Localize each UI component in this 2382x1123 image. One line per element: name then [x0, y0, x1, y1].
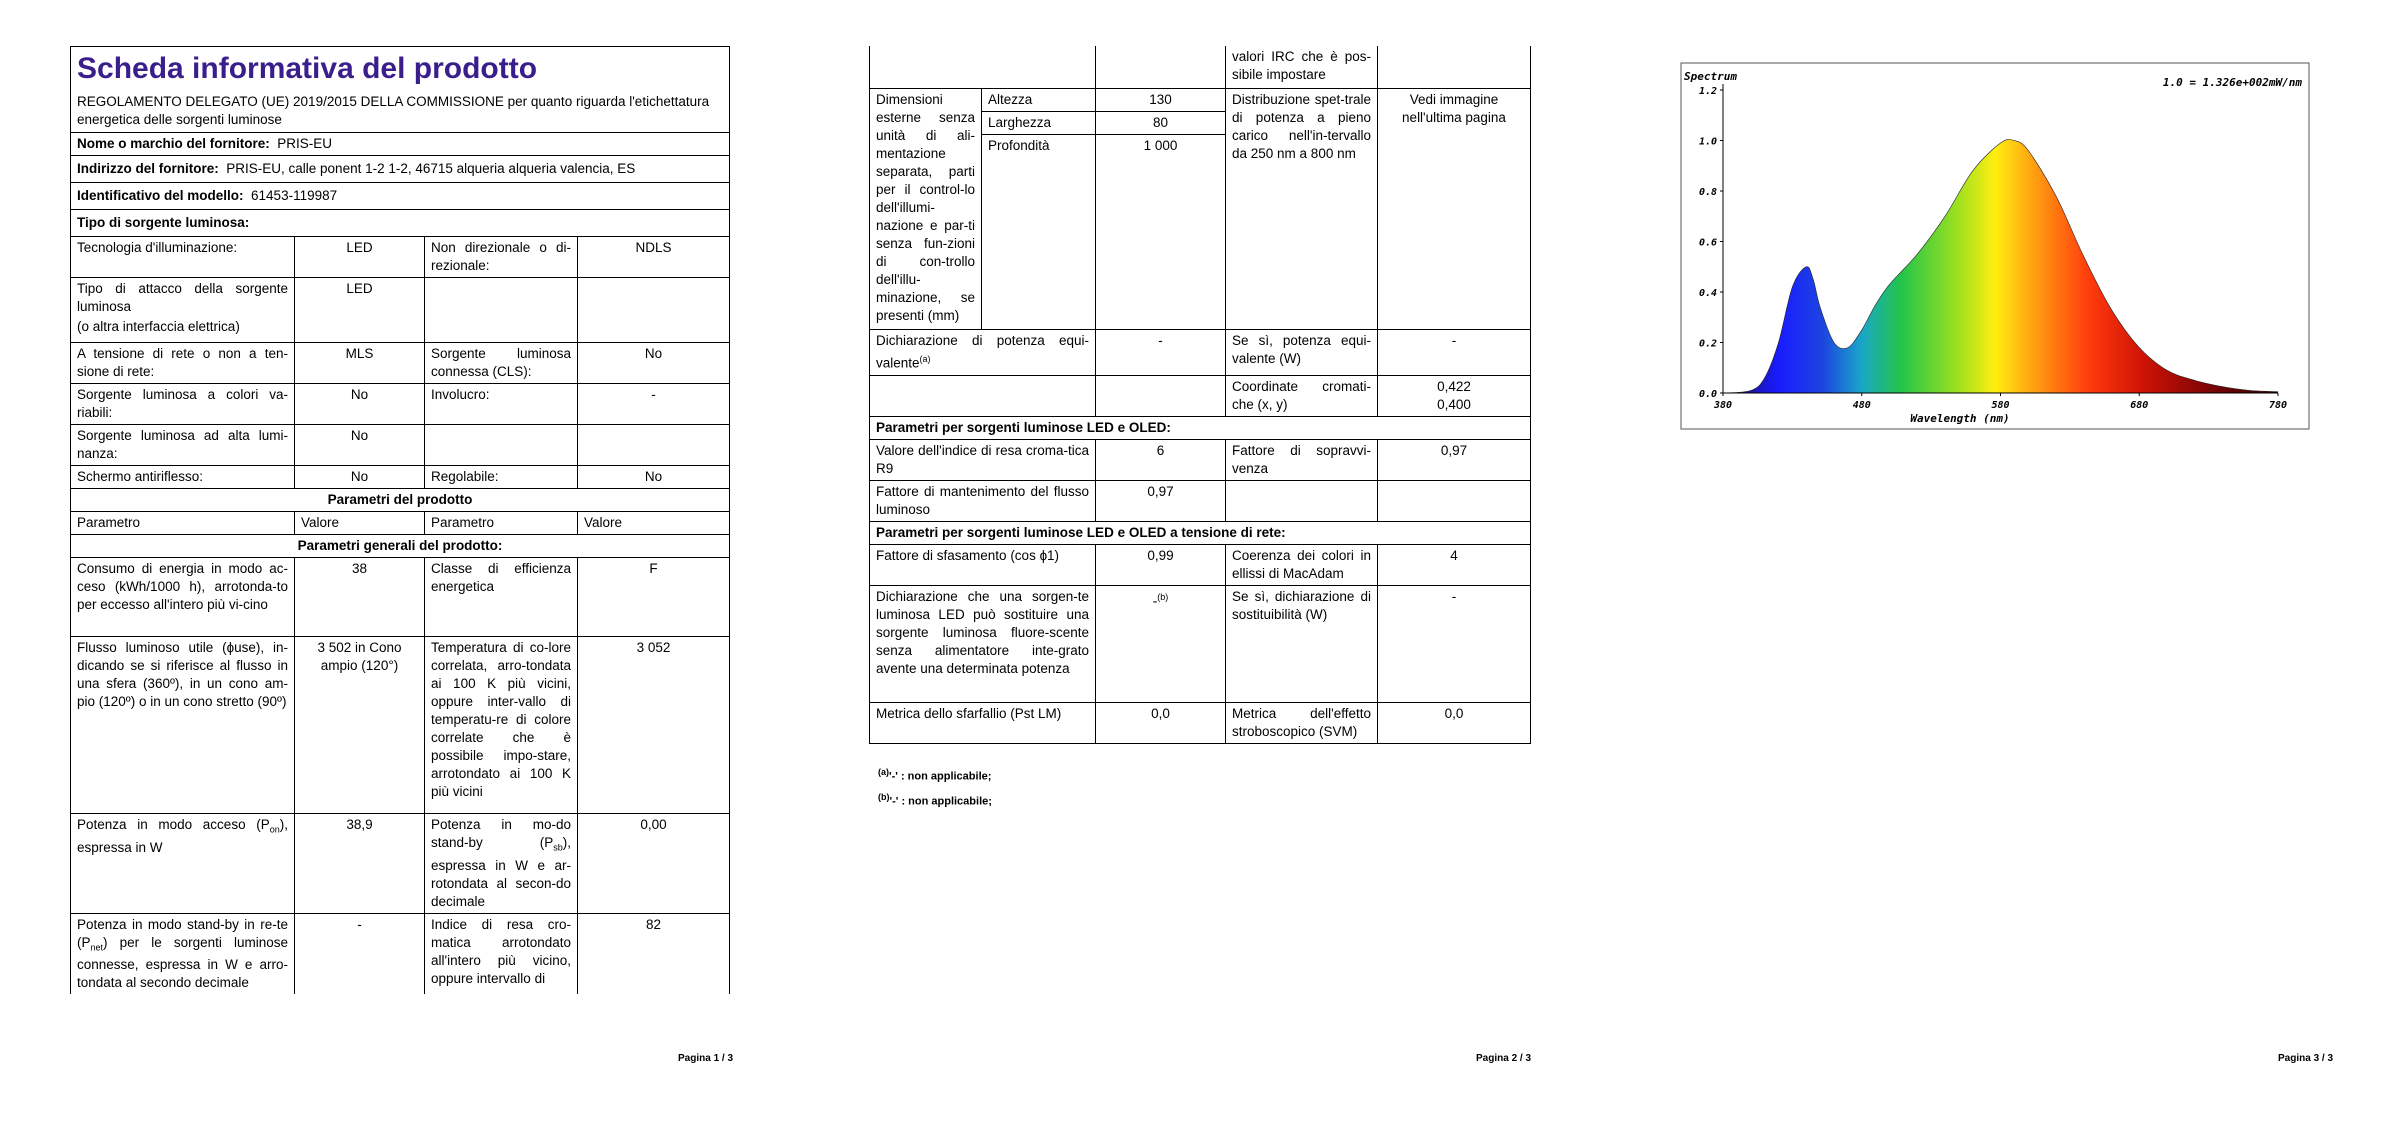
table-row [870, 330, 1531, 376]
dim-name: Profondità [982, 135, 1096, 330]
general-params-header: Parametri generali del prodotto: [71, 535, 730, 558]
led-params-header: Parametri per sorgenti luminose LED e OLED: [870, 416, 1531, 439]
replace-value: -$^{(b)}$ [1096, 585, 1226, 702]
dim-name: Larghezza [982, 112, 1096, 135]
chroma-y: 0,400 [1437, 396, 1471, 412]
param-cell-note: (o altra interfaccia elettrica) [77, 319, 240, 334]
r9-label: Valore dell'indice di resa croma-tica R9 [870, 439, 1096, 480]
spectrum-chart [1680, 62, 2310, 432]
model-id-label: Identificativo del modello: [77, 188, 244, 203]
y-tick-label: 0.6 [1698, 237, 1717, 249]
equiv-value: - [1096, 330, 1226, 376]
page-title: Scheda informativa del prodotto [77, 52, 538, 85]
value-cell: No [295, 425, 425, 466]
page-footer: Pagina 2 / 3 [1476, 1053, 1532, 1064]
y-tick-label: 0.0 [1698, 389, 1717, 400]
equiv-label: Dichiarazione di potenza equi-valente$^{(a)}$ [870, 330, 1096, 376]
y-tick-label: 0.4 [1698, 288, 1717, 299]
chart-annotation: 1.0 = 1.326e+002mW/nm [2162, 76, 2302, 89]
param-cell: Tipo di attacco della sorgente luminosa [77, 281, 288, 314]
product-params-header: Parametri del prodotto [71, 489, 730, 512]
dim-value: 130 [1096, 89, 1226, 112]
table-row [71, 343, 730, 384]
table-row [870, 480, 1531, 521]
param-cell: Potenza in modo stand-by in re-te $(P_{net})$ per le sorgenti luminose connesse, espressa in W e arro-tondata al secondo decimale [71, 913, 295, 994]
param-cell: Flusso luminoso utile (ɸuse), in-dicando se si riferisce al flusso in una sfera (360º), in un cono am-pio (120º) o in un cono stretto (90º) [71, 637, 295, 814]
value-cell: 82 [578, 913, 730, 994]
macadam-value: 4 [1378, 544, 1531, 585]
value-cell: NDLS [578, 237, 730, 278]
chroma-label: Coordinate cromati-che (x, y) [1226, 375, 1378, 416]
maint-value: 0,97 [1096, 480, 1226, 521]
table-row [71, 237, 730, 278]
param-cell [425, 425, 578, 466]
dimensions-label: Dimensioni esterne senza unità di ali-mentazione separata, parti per il control-lo dell'illumi-nazione e par-ti senza fun-zioni di con-trollo dell'illu-minazione, se presenti (mm) [870, 89, 982, 330]
value-cell: - [578, 384, 730, 425]
table-row [71, 913, 730, 994]
page-1 [0, 0, 800, 1123]
value-cell: 3 502 in Cono ampio (120°) [295, 637, 425, 814]
value-cell: 38 [295, 558, 425, 637]
chart-title: Spectrum [1684, 70, 1737, 83]
survival-value: 0,97 [1378, 439, 1531, 480]
svm-value: 0,0 [1378, 702, 1531, 743]
col-header-value: Valore [578, 512, 730, 535]
r9-value: 6 [1096, 439, 1226, 480]
table-row [71, 425, 730, 466]
param-cell: Sorgente luminosa ad alta lumi-nanza: [71, 425, 295, 466]
page-3 [1600, 0, 2382, 1123]
dim-value: 1 000 [1096, 135, 1226, 330]
table-row [71, 278, 730, 343]
table-row [71, 637, 730, 814]
x-tick-label: 680 [2130, 400, 2149, 411]
replace-label: Dichiarazione che una sorgen-te luminosa LED può sostituire una sorgente luminosa fluore-scente senza alimentatore inte-grato avente una determinata potenza [870, 585, 1096, 702]
chroma-x: 0,422 [1437, 378, 1471, 394]
x-tick-label: 480 [1852, 400, 1871, 411]
replace-w-label: Se sì, dichiarazione di sostituibilità (W) [1226, 585, 1378, 702]
dim-value: 80 [1096, 112, 1226, 135]
supplier-address-label: Indirizzo del fornitore: [77, 161, 219, 176]
product-info-table-page1 [70, 46, 730, 994]
value-cell: 0,00 [578, 814, 730, 914]
param-cell: Non direzionale o di-rezionale: [425, 237, 578, 278]
table-row [870, 702, 1531, 743]
value-cell: No [295, 466, 425, 489]
param-cell: Consumo di energia in modo ac-ceso (kWh/1000 h), arrotonda-to per eccesso all'intero più vi-cino [71, 558, 295, 637]
param-cell: Classe di efficienza energetica [425, 558, 578, 637]
value-cell [578, 278, 730, 343]
table-row [71, 558, 730, 637]
param-cell: Tecnologia d'illuminazione: [71, 237, 295, 278]
equiv-w-value: - [1378, 330, 1531, 376]
pf-value: 0,99 [1096, 544, 1226, 585]
dim-name: Altezza [982, 89, 1096, 112]
param-cell: Involucro: [425, 384, 578, 425]
param-cell: Sorgente luminosa connessa (CLS): [425, 343, 578, 384]
param-cell: Indice di resa cro-matica arrotondato all'intero più vicino, oppure intervallo di [425, 913, 578, 994]
value-cell: No [578, 343, 730, 384]
table-row [870, 375, 1531, 416]
col-header-param: Parametro [425, 512, 578, 535]
x-axis-label: Wavelength (nm) [1910, 412, 2010, 425]
table-row [71, 814, 730, 914]
continued-text: valori IRC che è pos-sibile impostare [1226, 46, 1378, 89]
value-cell: - [295, 913, 425, 994]
maint-label: Fattore di mantenimento del flusso luminoso [870, 480, 1096, 521]
value-cell: 3 052 [578, 637, 730, 814]
table-row [870, 439, 1531, 480]
replace-w-value: - [1378, 585, 1531, 702]
value-cell: F [578, 558, 730, 637]
supplier-address: PRIS-EU, calle ponent 1-2 1-2, 46715 alqueria alqueria valencia, ES [226, 161, 636, 176]
param-cell: Regolabile: [425, 466, 578, 489]
survival-label: Fattore di sopravvi-venza [1226, 439, 1378, 480]
x-tick-label: 780 [2268, 400, 2288, 411]
regulation-text: REGOLAMENTO DELEGATO (UE) 2019/2015 DELLA COMMISSIONE per quanto riguarda l'etichettatura energetica delle sorgenti luminose [77, 94, 710, 127]
param-cell: A tensione di rete o non a ten-sione di rete: [71, 343, 295, 384]
value-cell: LED [295, 278, 425, 343]
param-cell: Temperatura di co-lore correlata, arro-tondata ai 100 K più vicini, oppure inter-vallo di temperatu-re di colore correlate che è possibile impo-stare, arrotondato ai 100 K più vicini [425, 637, 578, 814]
pst-value: 0,0 [1096, 702, 1226, 743]
pf-label: Fattore di sfasamento (cos ɸ1) [870, 544, 1096, 585]
value-cell: No [295, 384, 425, 425]
source-type-label: Tipo di sorgente luminosa: [71, 210, 730, 237]
macadam-label: Coerenza dei colori in ellissi di MacAdam [1226, 544, 1378, 585]
page-2 [800, 0, 1600, 1123]
y-tick-label: 1.2 [1698, 86, 1717, 97]
model-id: 61453-119987 [251, 188, 338, 203]
x-tick-label: 580 [1991, 400, 2010, 411]
x-tick-label: 380 [1713, 400, 1733, 411]
table-row [870, 585, 1531, 702]
supplier-name: PRIS-EU [277, 136, 333, 151]
spectral-value: Vedi immagine nell'ultima pagina [1378, 89, 1531, 330]
y-tick-label: 1.0 [1698, 136, 1717, 148]
page-footer: Pagina 1 / 3 [678, 1053, 734, 1064]
col-header-value: Valore [295, 512, 425, 535]
footnote-b: $^{(b)}$'-' : non applicabile; [878, 791, 992, 808]
value-cell: LED [295, 237, 425, 278]
page-footer: Pagina 3 / 3 [2278, 1053, 2334, 1064]
y-tick-label: 0.8 [1698, 187, 1717, 198]
table-row [71, 384, 730, 425]
param-cell: Sorgente luminosa a colori va-riabili: [71, 384, 295, 425]
col-header-param: Parametro [71, 512, 295, 535]
spectral-label: Distribuzione spet-trale di potenza a pieno carico nell'in-tervallo da 250 nm a 800 nm [1226, 89, 1378, 330]
value-cell: 38,9 [295, 814, 425, 914]
table-row [870, 89, 1531, 112]
table-row [71, 466, 730, 489]
value-cell: No [578, 466, 730, 489]
param-cell: Schermo antiriflesso: [71, 466, 295, 489]
product-info-table-page2 [869, 46, 1531, 744]
svm-label: Metrica dell'effetto stroboscopico (SVM) [1226, 702, 1378, 743]
supplier-name-label: Nome o marchio del fornitore: [77, 136, 270, 151]
equiv-w-label: Se sì, potenza equi-valente (W) [1226, 330, 1378, 376]
param-cell: Potenza in modo acceso $(P_{on})$, espressa in W [71, 814, 295, 914]
table-row [870, 544, 1531, 585]
param-cell [425, 278, 578, 343]
param-cell: Potenza in mo-do stand-by $(P_{sb})$, espressa in W e ar-rotondata al secon-do decimale [425, 814, 578, 914]
value-cell [578, 425, 730, 466]
mains-params-header: Parametri per sorgenti luminose LED e OLED a tensione di rete: [870, 521, 1531, 544]
footnote-a: $^{(a)}$'-' : non applicabile; [878, 767, 992, 783]
pst-label: Metrica dello sfarfallio (Pst LM) [870, 702, 1096, 743]
value-cell: MLS [295, 343, 425, 384]
footnotes [878, 762, 992, 811]
y-tick-label: 0.2 [1698, 338, 1717, 350]
